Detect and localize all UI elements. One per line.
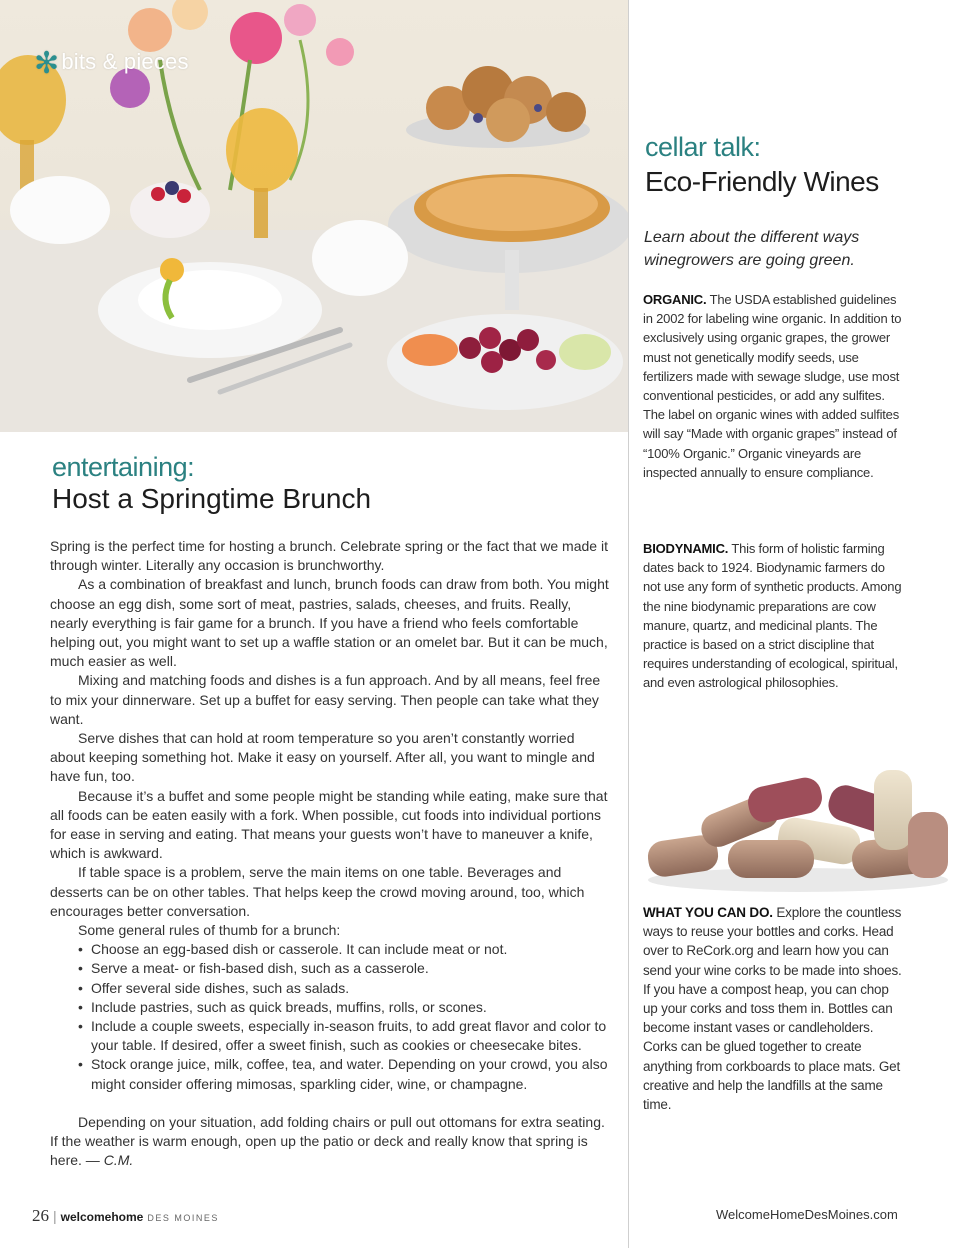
list-item: • Include pastries, such as quick breads, muffins, rolls, or scones. bbox=[78, 998, 612, 1017]
paragraph: If table space is a problem, serve the main items on one table. Beverages and desserts can be on other tables. That helps keep the crowd moving around, too, which encourages better conversation. bbox=[50, 864, 585, 919]
organic-text: The USDA established guidelines in 2002 for labeling wine organic. In addition to exclusively using organic grapes, the grower must not genetically modify seeds, use fertilizers made with sewage sludge, use most conventional pesticides, or add any sulfites. The label on organic wines with added sulfites will say “Made with organic grapes” instead of “100% Organic.” Organic vineyards are inspected annually to ensure compliance. bbox=[643, 292, 902, 480]
page-number: 26 bbox=[32, 1206, 49, 1225]
section-tag bbox=[34, 46, 189, 81]
page-folio bbox=[32, 1206, 219, 1226]
what-lead: WHAT YOU CAN DO. bbox=[643, 905, 773, 920]
paragraph: Spring is the perfect time for hosting a brunch. Celebrate spring or the fact that we made it through winter. Literally any occasion is brunchworthy. bbox=[50, 538, 608, 574]
organic-section bbox=[643, 290, 905, 482]
entertaining-title: Host a Springtime Brunch bbox=[52, 483, 372, 514]
wine-corks-photo bbox=[638, 752, 950, 894]
what-text: Explore the countless ways to reuse your bottles and corks. Head over to ReCork.org and learn how you can send your wine corks to be made into shoes. If you have a compost heap, you can chop up your corks and toss them in. Bottles can become instant vases or candleholders. Corks can be glued together to create anything from corkboards to place mats. Get creative and help the landfills at the same time. bbox=[643, 905, 902, 1113]
paragraph: Some general rules of thumb for a brunch: bbox=[78, 922, 341, 939]
paragraph: Because it’s a buffet and some people might be standing while eating, make sure that all foods can be eaten easily with a fork. When possible, cut foods into individual portions for ease in serving and eating. That means your guests won’t have to maneuver a knife, which is awkward. bbox=[50, 787, 608, 862]
closing-text: Depending on your situation, add folding chairs or pull out ottomans for extra seating. If the weather is warm enough, open up the patio or deck and really know that spring is here. — bbox=[50, 1113, 605, 1169]
entertaining-kicker: entertaining: bbox=[52, 452, 195, 482]
asterisk-icon: ✻ bbox=[34, 47, 60, 80]
list-item: • Stock orange juice, milk, coffee, tea, and water. Depending on your crowd, you also might consider offering mimosas, sparkling cider, wine, or champagne. bbox=[78, 1055, 612, 1093]
brunch-table-photo bbox=[0, 0, 628, 432]
list-item: • Include a couple sweets, especially in-season fruits, to add great flavor and color to your table. If desired, offer a sweet finish, such as cookies or cheesecake bites. bbox=[78, 1017, 612, 1055]
entertaining-body bbox=[50, 537, 612, 1171]
cellar-kicker: cellar talk: bbox=[645, 132, 761, 162]
list-item: • Offer several side dishes, such as salads. bbox=[78, 979, 612, 998]
paragraph: Serve dishes that can hold at room temperature so you aren’t constantly worried about keeping something hot. Make it easy on yourself. After all, you want to mingle and have fun, too. bbox=[50, 730, 595, 785]
section-tag-label: bits & pieces bbox=[61, 49, 189, 74]
organic-lead: ORGANIC. bbox=[643, 292, 707, 307]
magazine-city: DES MOINES bbox=[147, 1213, 219, 1223]
biodynamic-lead: BIODYNAMIC. bbox=[643, 541, 729, 556]
paragraph: Mixing and matching foods and dishes is a fun approach. And by all means, feel free to mix your dinnerware. Set up a buffet for easy serving. Then people can take what they want. bbox=[50, 672, 601, 727]
column-divider bbox=[628, 0, 629, 1248]
folio-separator: | bbox=[53, 1208, 57, 1224]
biodynamic-text: This form of holistic farming dates back to 1924. Biodynamic farmers do not use any form of synthetic products. Among the nine biodynamic preparations are cow manure, quartz, and medicinal plants. The practice is based on a strict discipline that requires understanding of ecological, spiritual, and even astrological philosophies. bbox=[643, 541, 902, 691]
biodynamic-section bbox=[643, 539, 905, 693]
cellar-deck: Learn about the different ways winegrowers are going green. bbox=[644, 229, 860, 269]
corks-illustration bbox=[638, 752, 950, 894]
byline: C.M. bbox=[103, 1152, 134, 1169]
brunch-tips-list bbox=[50, 940, 612, 1094]
cellar-title: Eco-Friendly Wines bbox=[645, 166, 879, 197]
website-link[interactable]: WelcomeHomeDesMoines.com bbox=[716, 1207, 898, 1222]
closing-paragraph bbox=[50, 1113, 612, 1171]
magazine-brand: welcomehome bbox=[60, 1210, 144, 1224]
list-item: • Serve a meat- or fish-based dish, such as a casserole. bbox=[78, 959, 612, 978]
paragraph: As a combination of breakfast and lunch, brunch foods can draw from both. You might choose an egg dish, some sort of meat, pastries, salads, cheeses, and fruits. Really, nearly everything is fair game for a brunch. If you have a friend who feels comfortable helping out, you might want to set up a waffle station or an omelet bar. But it can be much, much easier as well. bbox=[50, 576, 609, 670]
what-you-can-do-section bbox=[643, 903, 905, 1114]
list-item: • Choose an egg-based dish or casserole. It can include meat or not. bbox=[78, 940, 612, 959]
